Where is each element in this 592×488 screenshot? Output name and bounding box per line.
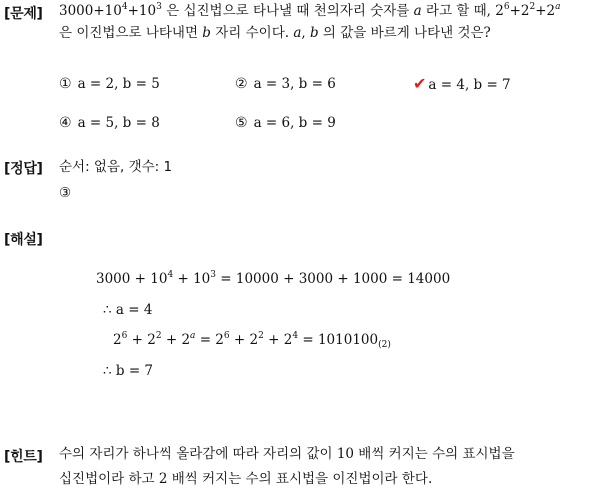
option-text: a = 2, b = 5 (77, 76, 160, 92)
option-number: ② (235, 76, 248, 92)
option-number: ① (59, 76, 72, 92)
explanation-eq-1: $3000 + 10^4 + 10^3 = 10000 + 3000 + 1000 = 14000$ (96, 270, 451, 287)
explanation-eq-2: ∴ a = 4 (103, 302, 153, 318)
problem-line-1: $3000+10^4+10^3$ 은 십진법으로 타나낼 때 천의자리 숫자를 a 라고 할 때, $2^6+2^2+2^a$ (59, 2, 561, 19)
explanation-tag: [해설] (4, 232, 43, 248)
option-text: a = 4, b = 7 (428, 77, 511, 93)
explanation-eq-4: ∴ b = 7 (103, 363, 154, 379)
answer-line-1: 순서: 없음, 갯수: 1 (59, 159, 173, 175)
problem-tag: [문제] (4, 6, 43, 22)
hint-tag: [힌트] (4, 449, 43, 465)
answer-line-2: ③ (59, 185, 72, 201)
option-text: a = 6, b = 9 (253, 115, 336, 131)
problem-line-2: 은 이진법으로 나타내면 b 자리 수이다. a, b 의 값을 바르게 나타낸 것은? (59, 25, 491, 41)
explanation-eq-3: $2^6 + 2^2 + 2^a = 2^6 + 2^2 + 2^4 = 1010100_{(2)}$ (113, 331, 391, 350)
option-2[interactable] (235, 75, 336, 93)
answer-tag: [정답] (4, 161, 43, 177)
option-4[interactable] (59, 114, 160, 132)
option-1[interactable] (59, 75, 160, 93)
option-text: a = 5, b = 8 (77, 115, 160, 131)
option-text: a = 3, b = 6 (253, 76, 336, 92)
option-number: ④ (59, 115, 72, 131)
hint-line-2: 십진법이라 하고 2 배씩 커지는 수의 표시법을 이진법이라 한다. (59, 471, 433, 487)
option-3[interactable] (413, 75, 511, 94)
option-number: ⑤ (235, 115, 248, 131)
checkmark-icon: ✔ (413, 74, 427, 93)
hint-line-1: 수의 자리가 하나씩 올라감에 따라 자리의 값이 10 배씩 커지는 수의 표시법을 (59, 446, 515, 462)
option-5[interactable] (235, 114, 336, 132)
